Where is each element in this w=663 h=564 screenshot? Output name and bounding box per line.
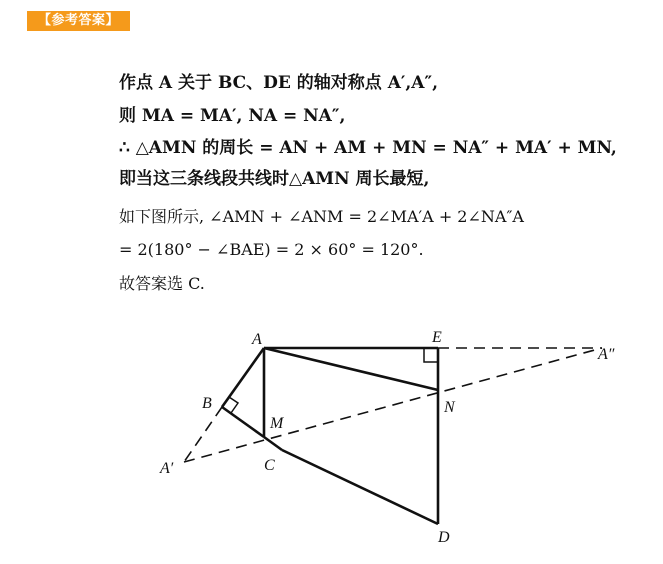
label-point-D: D — [438, 529, 450, 546]
right-angle-mark-B — [229, 397, 238, 413]
solution-line-1: 作点 A 关于 BC、DE 的轴对称点 A′,A″, — [119, 73, 438, 93]
segment-CM — [264, 437, 282, 450]
answer-badge: 【参考答案】 — [27, 11, 130, 31]
solution-line-4: 即当这三条线段共线时△AMN 周长最短, — [119, 169, 430, 189]
segment-BA — [222, 348, 264, 407]
segment-MB — [222, 407, 264, 437]
solution-line-5: 如下图所示, ∠AMN + ∠ANM = 2∠MA′A + 2∠NA″A — [119, 207, 524, 226]
dashed-B-A1 — [184, 407, 222, 462]
right-angle-mark-E — [424, 348, 438, 362]
label-point-A: A — [252, 331, 262, 348]
solution-line-3: ∴ △AMN 的周长 = AN + AM + MN = NA″ + MA′ + MN, — [119, 138, 617, 158]
label-point-C: C — [264, 457, 275, 474]
dashed-A1-A2 — [184, 348, 602, 462]
solution-line-6: = 2(180° − ∠BAE) = 2 × 60° = 120°. — [119, 240, 424, 259]
label-point-A-prime: A′ — [160, 460, 174, 477]
label-point-E: E — [432, 329, 442, 346]
label-point-B: B — [202, 395, 212, 412]
label-point-A-double-prime: A″ — [598, 346, 615, 363]
solution-line-7: 故答案选 C. — [119, 274, 205, 293]
label-point-N: N — [444, 399, 455, 416]
segment-DC — [282, 450, 438, 524]
label-point-M: M — [270, 415, 284, 432]
segment-AN — [264, 348, 438, 390]
solution-line-2: 则 MA = MA′, NA = NA″, — [119, 106, 346, 126]
